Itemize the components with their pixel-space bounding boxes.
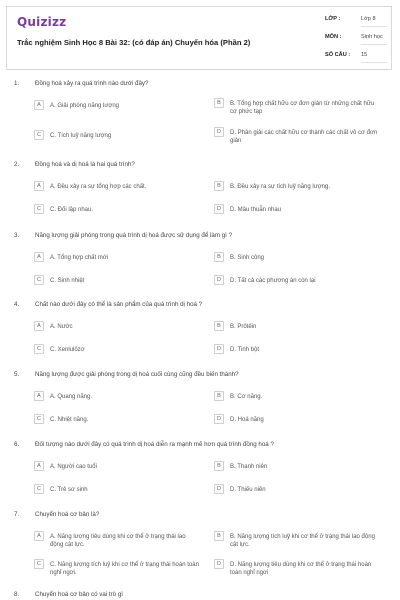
option-letter-box: C [34, 275, 44, 285]
option-text: C. Nhiệt năng. [50, 416, 89, 423]
option-letter-box: D [214, 127, 224, 137]
meta-divider [361, 62, 387, 63]
option-letter-box: D [214, 484, 224, 494]
question-text: Năng lượng được giải phóng trong dị hoá cuối cùng cũng đều biến thành? [35, 371, 239, 378]
option-text: A. Năng lượng tiêu dùng khi cơ thể ở trạng thái lao động cật lực. [50, 533, 186, 548]
option-text: D. Phân giải các chất hữu cơ thành các chất vô cơ đơn giản [230, 129, 378, 144]
question-number: 2. [14, 161, 20, 168]
option-letter-box: B [214, 181, 224, 191]
option-letter-box: D [214, 559, 224, 569]
meta-divider [361, 44, 387, 45]
option-text: B. Prôtêin [230, 323, 257, 330]
option-letter-box: A [34, 100, 44, 110]
option-letter-box: D [214, 414, 224, 424]
option-text: B. Năng lượng tích luỹ khi cơ thể ở trạng thái lao động cật lực. [230, 533, 375, 548]
meta-subject-row [319, 29, 391, 45]
option-text: C. Đối lập nhau. [50, 206, 94, 213]
option-letter-box: C [34, 344, 44, 354]
option-text: C. Trẻ sơ sinh [50, 486, 88, 493]
option-letter-box: A [34, 321, 44, 331]
option-text: D. Thiếu niên [230, 486, 266, 493]
option-letter-box: C [34, 559, 44, 569]
question-text: Chuyển hoá cơ bản có vai trò gì [35, 591, 123, 598]
option-text: B. Tổng hợp chất hữu cơ đơn giản từ những chất hữu cơ phức tạp [230, 100, 375, 115]
worksheet-title: Trắc nghiệm Sinh Học 8 Bài 32: (có đáp án) Chuyển hóa (Phần 2) [17, 38, 251, 47]
meta-class-value: Lớp 8 [361, 16, 376, 22]
question-number: 6. [14, 441, 20, 448]
option-letter-box: C [34, 484, 44, 494]
option-text: C. Xenlulôzơ [50, 346, 85, 353]
question-number: 5. [14, 371, 20, 378]
question-number: 1. [14, 80, 20, 87]
option-letter-box: B [214, 98, 224, 108]
meta-subject-value: Sinh học [361, 34, 383, 40]
meta-class-row [319, 11, 391, 27]
meta-count-value: 15 [361, 52, 368, 58]
option-text: A. Quang năng. [50, 393, 93, 400]
option-letter-box: B [214, 461, 224, 471]
option-text: D. Hoá năng [230, 416, 264, 423]
question-text: Đối tượng nào dưới đây có quá trình dị hoá diễn ra mạnh mẽ hơn quá trình đồng hoá ? [35, 441, 274, 448]
option-letter-box: D [214, 275, 224, 285]
option-text: C. Sinh nhiệt [50, 277, 85, 284]
option-text: D. Tinh bột [230, 346, 260, 353]
question-number: 8. [14, 591, 20, 598]
option-letter-box: B [214, 252, 224, 262]
option-text: C. Năng lượng tích luỹ khi cơ thể ở trạng thái hoàn toàn nghỉ ngơi. [50, 561, 199, 576]
option-text: D. Mâu thuẫn nhau [230, 206, 282, 213]
option-text: C. Tích luỹ năng lượng [50, 132, 112, 139]
question-text: Đồng hoá và dị hoá là hai quá trình? [35, 161, 135, 168]
option-text: B. Sinh công [230, 254, 265, 261]
option-text: A. Đều xảy ra sự tổng hợp các chất. [50, 183, 147, 190]
option-letter-box: A [34, 181, 44, 191]
question-number: 3. [14, 232, 20, 239]
question-text: Đồng hoá xảy ra quá trình nào dưới đây? [35, 80, 149, 87]
option-text: B. Thanh niên [230, 463, 268, 470]
option-text: D. Tất cả các phương án còn lại [230, 277, 316, 284]
meta-count-label: SỐ CÂU : [325, 52, 351, 58]
option-text: A. Nước [50, 323, 73, 330]
question-number: 7. [14, 511, 20, 518]
question-text: Chuyển hoá cơ bản là? [35, 511, 100, 518]
option-letter-box: D [214, 204, 224, 214]
option-text: B. Đều xảy ra sự tích luỹ năng lượng. [230, 183, 331, 190]
option-letter-box: A [34, 252, 44, 262]
option-text: A. Người cao tuổi [50, 463, 97, 470]
option-letter-box: C [34, 414, 44, 424]
question-text: Năng lượng giải phóng trong quá trình dị hoá được sử dụng để làm gì ? [35, 232, 233, 239]
quizizz-logo: Quizizz [17, 15, 67, 29]
meta-class-label: LỚP : [325, 16, 341, 22]
meta-subject-label: MÔN : [325, 34, 342, 40]
option-text: A. Tổng hợp chất mới [50, 254, 109, 261]
worksheet-meta [319, 7, 391, 69]
question-number: 4. [14, 301, 20, 308]
option-text: A. Giải phóng năng lượng [50, 102, 119, 109]
option-letter-box: B [214, 321, 224, 331]
option-letter-box: C [34, 204, 44, 214]
worksheet-header [6, 6, 392, 70]
option-letter-box: C [34, 130, 44, 140]
option-letter-box: A [34, 461, 44, 471]
option-letter-box: B [214, 531, 224, 541]
option-text: B. Cơ năng. [230, 393, 263, 400]
question-text: Chất nào dưới đây có thể là sản phẩm của quá trình dị hoá ? [35, 301, 203, 308]
option-letter-box: D [214, 344, 224, 354]
option-letter-box: A [34, 531, 44, 541]
option-letter-box: A [34, 391, 44, 401]
option-letter-box: B [214, 391, 224, 401]
meta-count-row [319, 47, 391, 63]
meta-divider [361, 26, 387, 27]
option-text: D. Năng lượng tiêu dùng khi cơ thể ở trạng thái hoàn toàn nghỉ ngơi [230, 561, 372, 576]
